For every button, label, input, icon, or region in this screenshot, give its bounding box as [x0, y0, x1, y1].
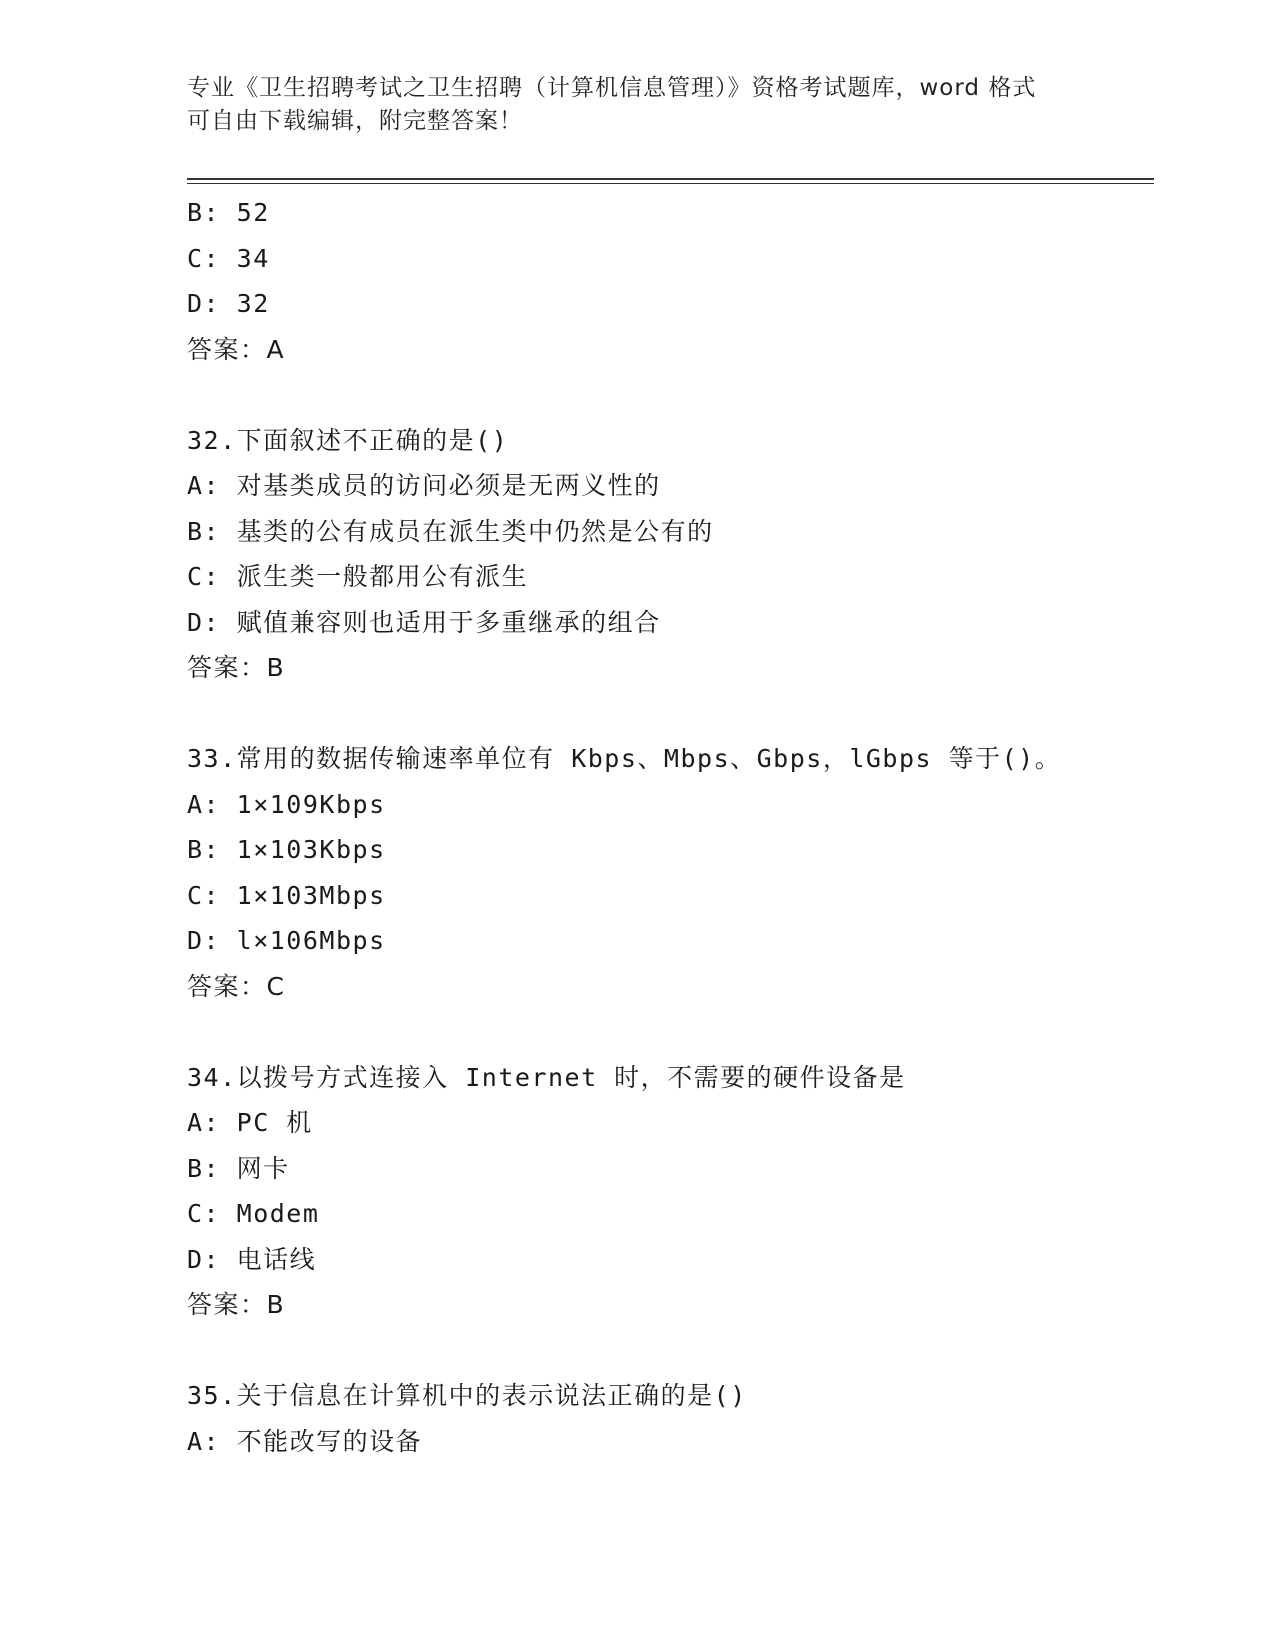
option-b: B: 1×103Kbps	[187, 835, 386, 864]
option-b: B: 52	[187, 198, 270, 227]
header-divider-thin	[187, 183, 1154, 184]
option-b: B: 基类的公有成员在派生类中仍然是公有的	[187, 516, 714, 546]
spacer	[187, 1328, 1154, 1374]
spacer	[187, 1009, 1154, 1055]
option-a: A: 不能改写的设备	[187, 1426, 423, 1456]
answer-line: 答案：A	[187, 334, 286, 364]
spacer	[187, 372, 1154, 418]
option-a: A: PC 机	[187, 1108, 313, 1137]
question-34: 34.以拨号方式连接入 Internet 时，不需要的硬件设备是	[187, 1062, 906, 1092]
option-d: D: l×106Mbps	[187, 926, 386, 955]
option-a: A: 对基类成员的访问必须是无两义性的	[187, 471, 661, 500]
header-line-2: 可自由下载编辑，附完整答案！	[187, 108, 523, 134]
option-a: A: 1×109Kbps	[187, 789, 386, 819]
answer-line: 答案：C	[187, 971, 286, 1001]
option-c: C: 34	[187, 243, 270, 273]
option-d: D: 32	[187, 289, 270, 318]
document-header	[187, 72, 1087, 138]
option-c: C: 1×103Mbps	[187, 880, 386, 910]
question-33: 33.常用的数据传输速率单位有 Kbps、Mbps、Gbps，lGbps 等于()。	[187, 744, 1062, 773]
option-c: C: Modem	[187, 1199, 320, 1228]
answer-line: 答案：B	[187, 653, 286, 682]
option-b: B: 网卡	[187, 1153, 290, 1183]
header-divider-thick	[187, 178, 1154, 180]
option-d: D: 赋值兼容则也适用于多重继承的组合	[187, 607, 661, 637]
question-35: 35.关于信息在计算机中的表示说法正确的是()	[187, 1381, 747, 1410]
spacer	[187, 691, 1154, 737]
header-line-1: 专业《卫生招聘考试之卫生招聘（计算机信息管理）》资格考试题库，word 格式	[187, 75, 1037, 101]
option-c: C: 派生类一般都用公有派生	[187, 562, 529, 591]
answer-line: 答案：B	[187, 1290, 286, 1319]
question-32: 32.下面叙述不正确的是()	[187, 425, 509, 455]
question-list	[187, 190, 1154, 1464]
option-d: D: 电话线	[187, 1244, 317, 1274]
